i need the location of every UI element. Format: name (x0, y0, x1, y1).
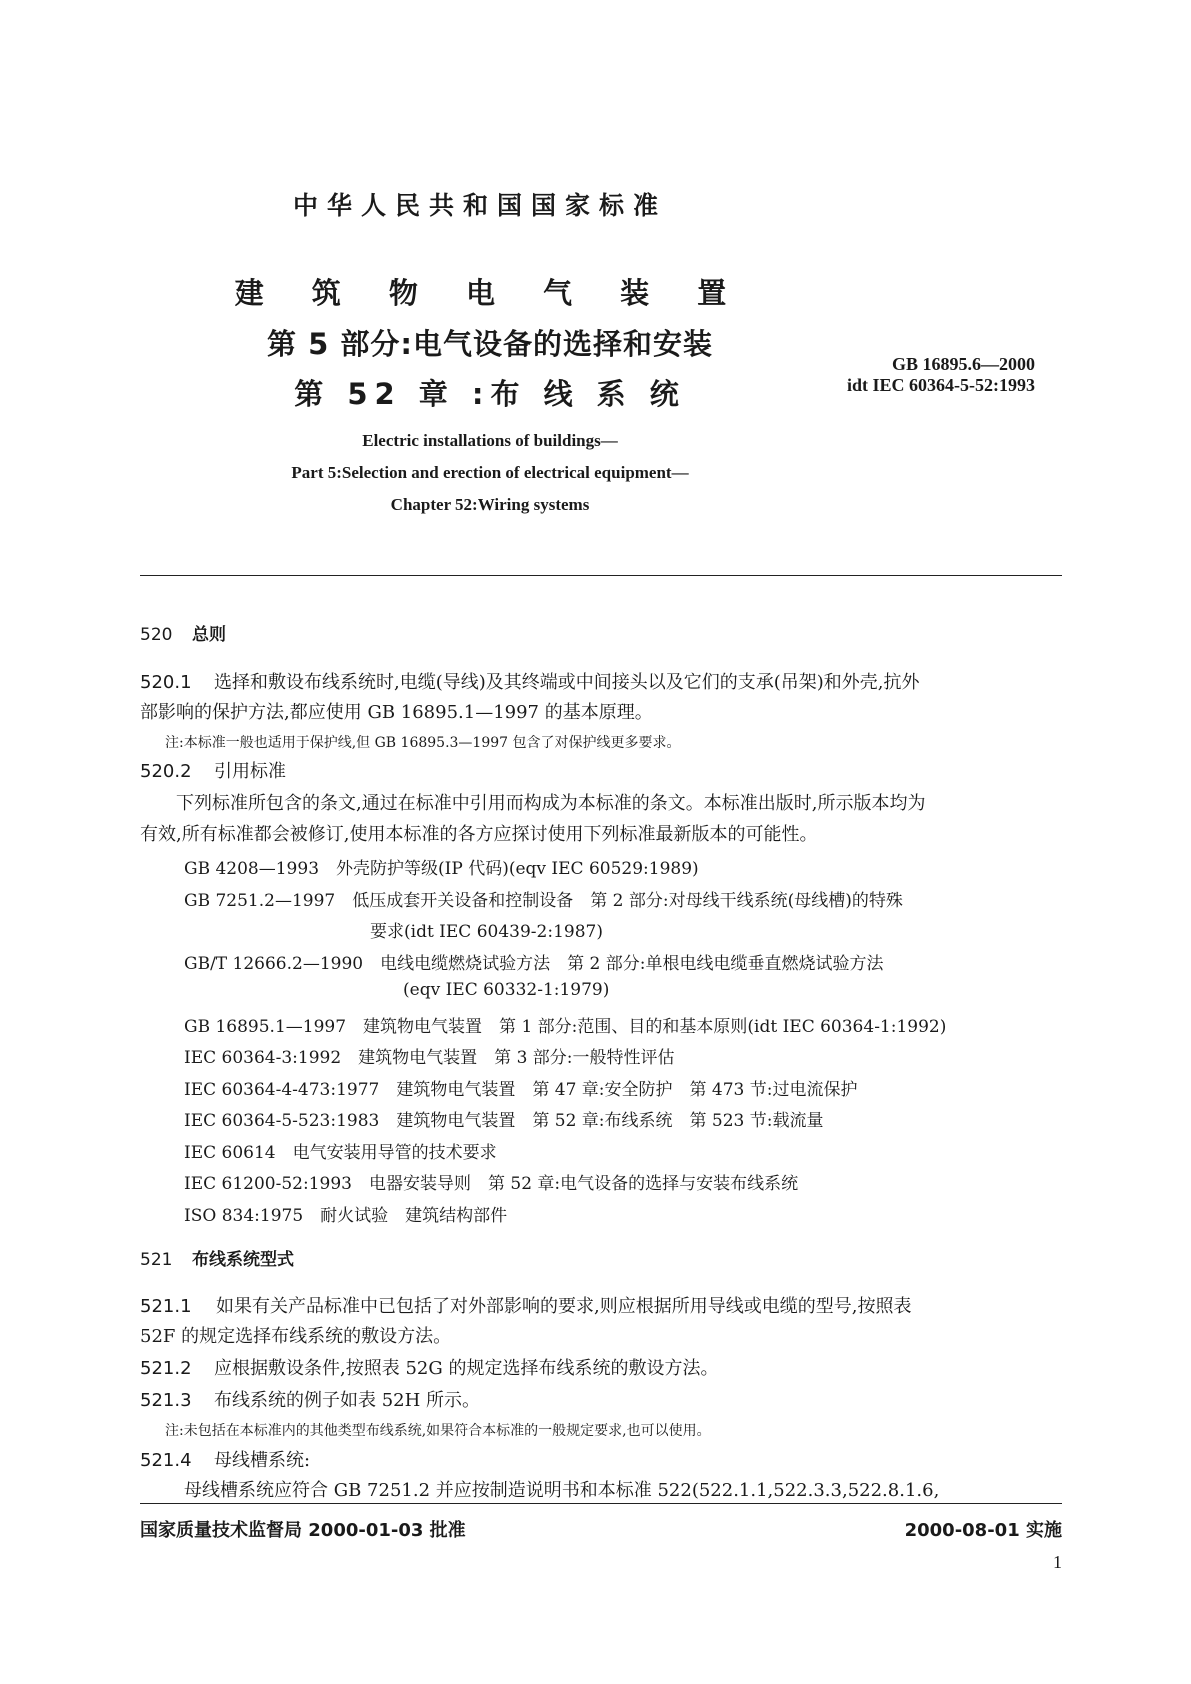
clause-521-1-line-2: 52F 的规定选择布线系统的敷设方法。 (140, 1326, 452, 1347)
clause-521-3 (140, 1386, 480, 1412)
approval-date: 国家质量技术监督局 2000-01-03 批准 (140, 1520, 466, 1541)
reference-item: GB 4208—1993 外壳防护等级(IP 代码)(eqv IEC 60529:1989) (184, 859, 699, 879)
footer-divider (140, 1503, 1062, 1504)
national-standard-title: 中华人民共和国国家标准 (292, 191, 667, 220)
implementation-date: 2000-08-01 实施 (904, 1520, 1062, 1541)
clause-title: 母线槽系统: (214, 1450, 311, 1471)
reference-item: IEC 60364-4-473:1977 建筑物电气装置 第 47 章:安全防护 第 473 节:过电流保护 (184, 1080, 858, 1100)
english-title-line-2: Part 5:Selection and erection of electrical equipment— (291, 463, 689, 482)
reference-item-continuation: 要求(idt IEC 60439-2:1987) (370, 922, 603, 942)
clause-520-1-line-1 (140, 668, 920, 694)
section-number: 521 (140, 1250, 173, 1270)
standard-code-block (847, 354, 1035, 396)
clause-521-1-line-1 (140, 1292, 911, 1318)
document-title-line-2: 第 5 部分:电气设备的选择和安装 (267, 327, 713, 361)
clause-title: 引用标准 (214, 761, 286, 782)
english-title-line-1: Electric installations of buildings— (362, 431, 618, 450)
clause-521-3-note: 注:未包括在本标准内的其他类型布线系统,如果符合本标准的一般规定要求,也可以使用。 (165, 1423, 711, 1439)
reference-item: ISO 834:1975 耐火试验 建筑结构部件 (184, 1206, 508, 1226)
section-520-heading (140, 620, 226, 645)
standard-code: GB 16895.6—2000 (891, 354, 1035, 374)
clause-520-2-heading (140, 757, 286, 783)
reference-item-continuation: (eqv IEC 60332-1:1979) (403, 980, 610, 1000)
clause-text: 布线系统的例子如表 52H 所示。 (214, 1390, 481, 1411)
standard-equivalence: idt IEC 60364-5-52:1993 (847, 375, 1035, 395)
reference-item: IEC 60614 电气安装用导管的技术要求 (184, 1143, 497, 1163)
clause-number: 521.2 (140, 1358, 192, 1379)
reference-item: IEC 60364-5-523:1983 建筑物电气装置 第 52 章:布线系统 第 523 节:载流量 (184, 1111, 824, 1131)
clause-number: 521.4 (140, 1450, 192, 1471)
document-title-line-1: 建 筑 物 电 气 装 置 (234, 276, 746, 310)
english-title-line-3: Chapter 52:Wiring systems (390, 495, 590, 514)
clause-520-2-line-1: 下列标准所包含的条文,通过在标准中引用而构成为本标准的条文。本标准出版时,所示版本均为 (176, 793, 926, 814)
clause-520-2-line-2: 有效,所有标准都会被修订,使用本标准的各方应探讨使用下列标准最新版本的可能性。 (140, 824, 818, 845)
clause-521-4-heading (140, 1446, 310, 1472)
section-521-heading (140, 1245, 294, 1270)
clause-520-1-line-2: 部影响的保护方法,都应使用 GB 16895.1—1997 的基本原理。 (140, 702, 653, 723)
clause-text: 如果有关产品标准中已包括了对外部影响的要求,则应根据所用导线或电缆的型号,按照表 (216, 1296, 912, 1317)
reference-item: IEC 61200-52:1993 电器安装导则 第 52 章:电气设备的选择与安装布线系统 (184, 1174, 799, 1194)
reference-item: GB 16895.1—1997 建筑物电气装置 第 1 部分:范围、目的和基本原则(idt IEC 60364-1:1992) (184, 1017, 947, 1037)
reference-item: IEC 60364-3:1992 建筑物电气装置 第 3 部分:一般特性评估 (184, 1048, 675, 1068)
header-divider (140, 575, 1062, 576)
clause-number: 521.1 (140, 1296, 192, 1317)
clause-number: 520.2 (140, 761, 192, 782)
clause-text: 选择和敷设布线系统时,电缆(导线)及其终端或中间接头以及它们的支承(吊架)和外壳,抗外 (214, 672, 920, 693)
clause-text: 应根据敷设条件,按照表 52G 的规定选择布线系统的敷设方法。 (214, 1358, 719, 1379)
reference-item: GB 7251.2—1997 低压成套开关设备和控制设备 第 2 部分:对母线干线系统(母线槽)的特殊 (184, 891, 903, 911)
section-title: 布线系统型式 (192, 1250, 294, 1270)
clause-520-1-note: 注:本标准一般也适用于保护线,但 GB 16895.3—1997 包含了对保护线更多要求。 (165, 735, 681, 751)
section-number: 520 (140, 625, 173, 645)
document-title-line-3: 第 52 章 :布 线 系 统 (294, 377, 686, 411)
section-title: 总则 (192, 625, 226, 645)
reference-item: GB/T 12666.2—1990 电线电缆燃烧试验方法 第 2 部分:单根电线电缆垂直燃烧试验方法 (184, 954, 884, 974)
clause-521-4-line-1: 母线槽系统应符合 GB 7251.2 并应按制造说明书和本标准 522(522.1.1,522.3.3,522.8.1.6, (184, 1480, 940, 1501)
page-number: 1 (1053, 1552, 1062, 1572)
clause-number: 521.3 (140, 1390, 192, 1411)
clause-521-2 (140, 1354, 718, 1380)
clause-number: 520.1 (140, 672, 192, 693)
